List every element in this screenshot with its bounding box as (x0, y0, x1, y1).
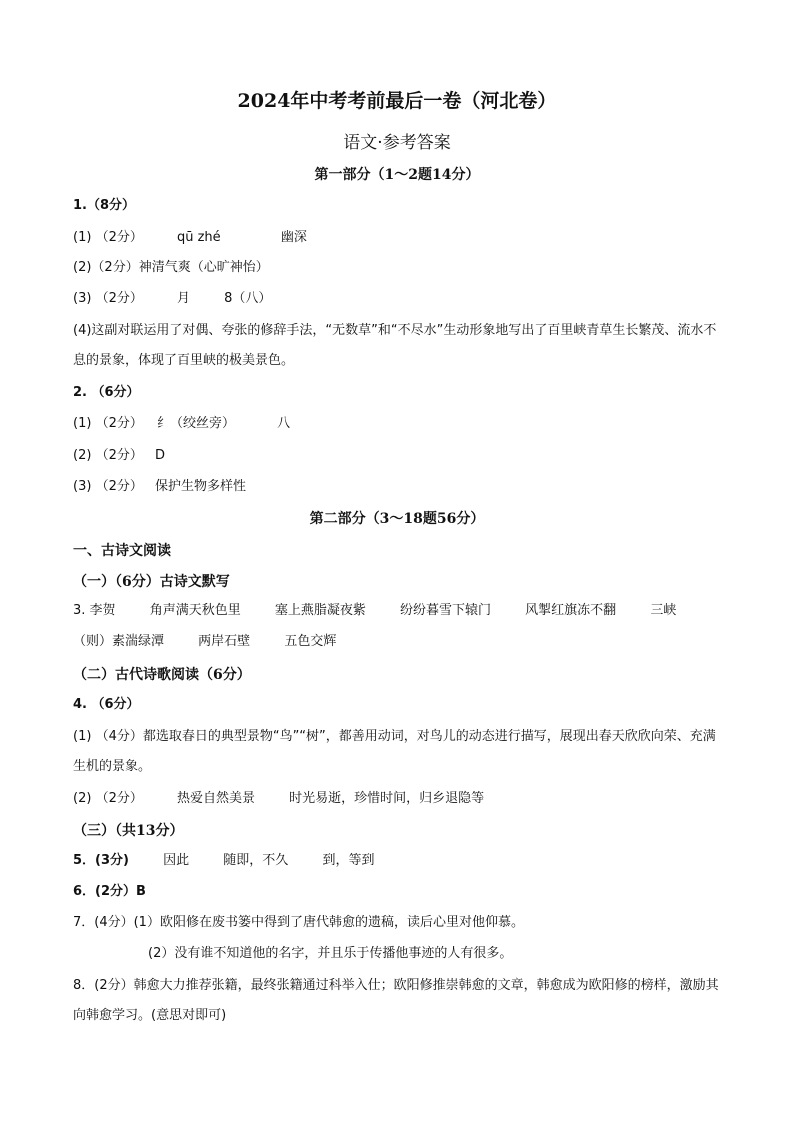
answer-value: 随即，不久 (223, 853, 289, 868)
answer-value: D (154, 448, 165, 463)
q7-answer-2: (2）没有谁不知道他的名字，并且乐于传播他事迹的人有很多。 (148, 946, 513, 961)
answer-value: 三峡 (650, 603, 677, 618)
q1-answer-4 (73, 316, 723, 376)
q3-line-2 (73, 632, 336, 652)
q5-answer (73, 851, 374, 871)
q6-answer: 6．(2分）B (73, 884, 146, 899)
answer-number: (3) (73, 291, 92, 306)
q2-answer-2 (73, 446, 165, 466)
subsection-heading: （二）古代诗歌阅读（6分） (73, 667, 251, 683)
answer-value: 纟（绞丝旁） (156, 416, 235, 431)
answer-number: (2) (73, 260, 92, 275)
answer-value: 因此 (163, 853, 190, 868)
answer-value: 角声满天秋色里 (149, 603, 241, 618)
answer-value: 五色交辉 (284, 634, 337, 649)
subsection-heading: （一）（6分）古诗文默写 (73, 574, 230, 590)
q3-line-1 (73, 601, 676, 621)
answer-number: (1) (73, 230, 92, 245)
q1-answer-3 (73, 289, 271, 309)
answer-text: （4分）都选取春日的典型景物“鸟”“树”，都善用动词，对鸟儿的动态进行描写，展现出春天欣欣向荣、充满生机的景象。 (73, 729, 716, 774)
answer-value: qū zhé (176, 230, 221, 245)
page-title: 2024年中考考前最后一卷（河北卷） (237, 90, 557, 112)
answer-number: (4) (73, 323, 92, 338)
answer-score: （2分） (95, 230, 143, 245)
answer-value: 保护生物多样性 (154, 479, 246, 494)
answer-score: （2分） (95, 416, 143, 431)
answer-number: (2) (73, 448, 92, 463)
q8-answer: 8．(2分）韩愈大力推荐张籍，最终张籍通过科举入仕；欧阳修推崇韩愈的文章，韩愈成为欧阳修的榜样，激励其向韩愈学习。(意思对即可) (73, 978, 719, 1023)
q1-heading: 1.（8分） (73, 198, 136, 213)
q2-answer-1 (73, 414, 290, 434)
answer-text: 3. 李贺 (73, 603, 116, 618)
q2-answer-3 (73, 477, 246, 497)
answer-score: （2分） (95, 448, 143, 463)
q7-answer-1: 7．(4分）(1）欧阳修在废书篓中得到了唐代韩愈的遗稿，读后心里对他仰慕。 (73, 915, 524, 930)
answer-number: (2) (73, 791, 92, 806)
answer-value: 八 (277, 416, 291, 431)
answer-number: 5．(3分) (73, 853, 129, 868)
answer-value: 时光易逝，珍惜时间，归乡退隐等 (289, 791, 485, 806)
answer-value: 8（八） (224, 291, 272, 306)
q4-heading: 4. （6分） (73, 697, 140, 712)
answer-value: 到，等到 (322, 853, 375, 868)
answer-value: 塞上燕脂凝夜紫 (274, 603, 366, 618)
subsection-heading: （三）（共13分） (73, 823, 184, 839)
q2-heading: 2. （6分） (73, 385, 140, 400)
answer-text: （2分）神清气爽（心旷神怡） (91, 260, 269, 275)
part-two-heading: 第二部分（3～18题56分） (309, 511, 485, 527)
answer-number: (1) (73, 416, 92, 431)
answer-value: （则）素湍绿潭 (73, 634, 165, 649)
page-subtitle: 语文·参考答案 (343, 133, 451, 153)
answer-value: 纷纷暮雪下辕门 (400, 603, 492, 618)
answer-text: 这副对联运用了对偶、夸张的修辞手法，“无数草”和“不尽水”生动形象地写出了百里峡青草生长繁茂、流水不息的景象，体现了百里峡的极美景色。 (73, 323, 717, 368)
answer-value: 月 (176, 291, 190, 306)
answer-score: （2分） (95, 791, 143, 806)
q4-answer-1 (73, 722, 723, 782)
answer-score: （2分） (95, 479, 143, 494)
answer-value: 两岸石壁 (198, 634, 251, 649)
part-one-heading: 第一部分（1～2题14分） (314, 167, 480, 183)
answer-value: 幽深 (280, 230, 307, 245)
answer-number: (1) (73, 729, 92, 744)
section-heading: 一、古诗文阅读 (73, 543, 171, 559)
answer-score: （2分） (95, 291, 143, 306)
q1-answer-1 (73, 228, 307, 248)
q4-answer-2 (73, 789, 484, 809)
answer-value: 风掣红旗冻不翻 (525, 603, 617, 618)
answer-number: (3) (73, 479, 92, 494)
answer-value: 热爱自然美景 (176, 791, 255, 806)
q1-answer-2 (73, 258, 269, 278)
